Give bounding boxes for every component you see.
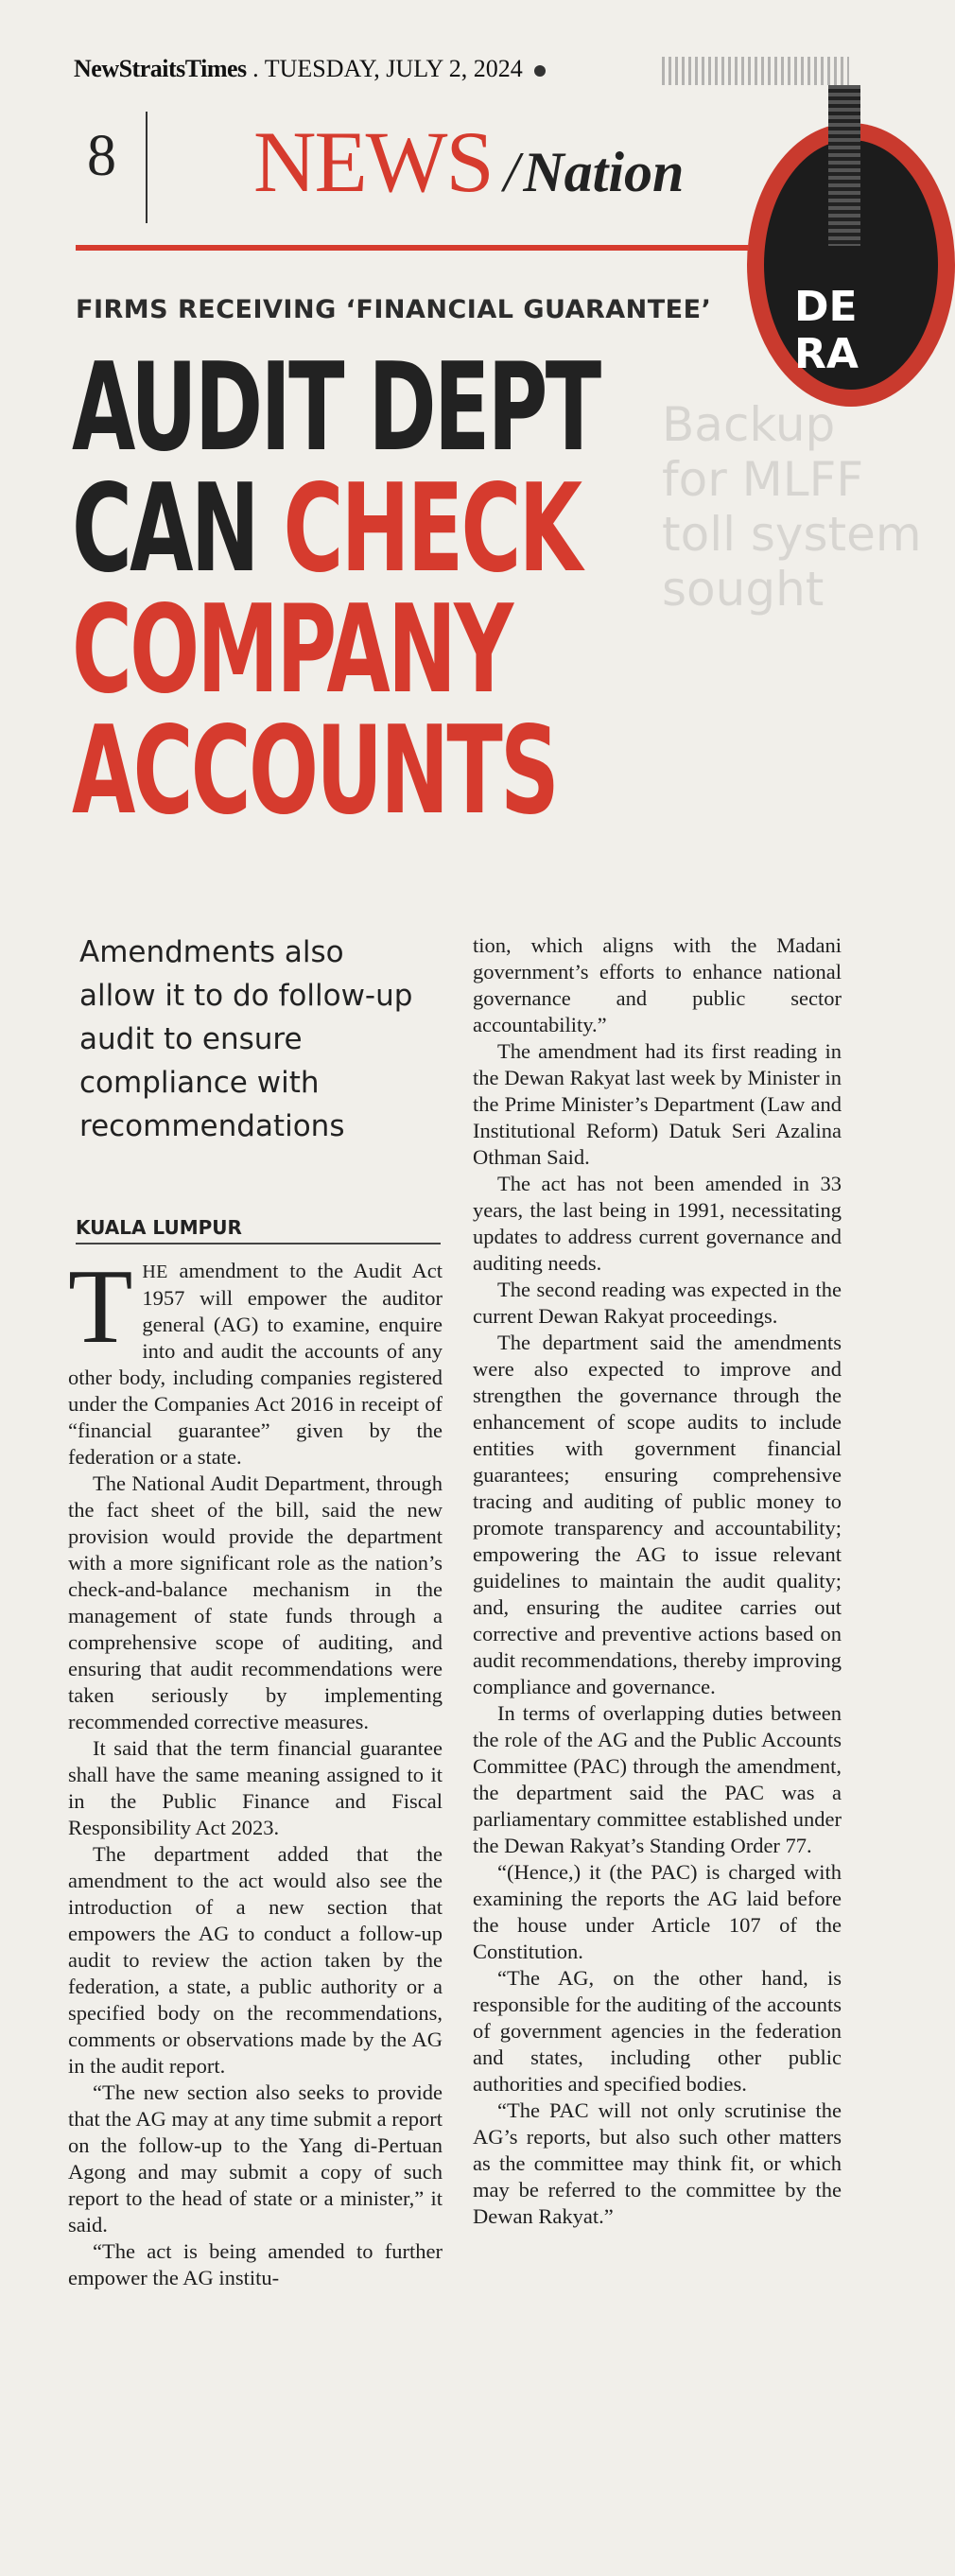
paragraph: tion, which aligns with the Madani government’s efforts to enhance national governance and public sector accountability.” xyxy=(473,933,842,1036)
paragraph: “The PAC will not only scrutinise the AG’s reports, but also such other matters as the committee may think fit, or which may be referred to the committee by the Dewan Rakyat.” xyxy=(473,2098,842,2228)
ghost-headline xyxy=(662,397,922,617)
vertical-divider xyxy=(146,112,148,223)
badge-line1: DE xyxy=(794,283,858,331)
headline-line2-red: CHECK xyxy=(283,459,581,600)
headline-line1: AUDIT DEPT xyxy=(72,338,599,479)
masthead-separator: . xyxy=(252,55,259,82)
paragraph: “The act is being amended to further empower the AG institu- xyxy=(68,2239,443,2289)
paragraph: The department said the amendments were also expected to improve and strengthen the governance through the enhancement of scope audits to include entities with government financial guarantees; ensuring comprehensive tracing and auditing of public money to promote transparency and accountability; empowering the AG to issue relevant guidelines to maintain the audit quality; and, ensuring the auditee carries out corrective and preventive actions based on audit recommendations, thereby improving compliance and governance. xyxy=(473,1331,842,1698)
dateline-rule xyxy=(76,1243,441,1244)
drop-cap: T xyxy=(68,1248,133,1366)
dateline: KUALA LUMPUR xyxy=(76,1216,242,1239)
headline-line2-dark: CAN xyxy=(72,459,284,600)
parliament-tower-icon xyxy=(828,85,860,246)
paragraph: It said that the term financial guarantee shall have the same meaning assigned to it in the Public Finance and Fiscal Responsibility Act 2023. xyxy=(68,1736,443,1839)
section-rule xyxy=(76,245,749,251)
headline-line4: ACCOUNTS xyxy=(72,701,557,842)
bullet-icon xyxy=(534,65,546,77)
paragraph: The amendment had its first reading in the Dewan Rakyat last week by Minister in the Prime Minister’s Department (Law and Institutional Reform) Datuk Seri Azalina Othman Said. xyxy=(473,1039,842,1169)
masthead xyxy=(74,55,546,83)
paragraph: The department added that the amendment to the act would also see the introduction of a new section that empowers the AG to conduct a follow-up audit to review the action taken by the federation, a state, a public authority or a specified body on the recommendations, comments or observations made by the AG in the audit report. xyxy=(68,1842,443,2078)
paper-name: NewStraitsTimes xyxy=(74,55,247,82)
ghost-line: for MLFF xyxy=(662,452,864,507)
dewan-rakyat-badge xyxy=(747,123,955,407)
article-column-1 xyxy=(68,1248,443,2291)
paragraph: The National Audit Department, through the fact sheet of the bill, said the new provision would provide the department with a more significant role as the nation’s check-and-balance mechanism in the management of state funds through a comprehensive scope of auditing, and ensuring that audit recommendations were taken seriously by implementing recommended corrective measures. xyxy=(68,1471,443,1733)
headline xyxy=(72,338,599,842)
ghost-line: toll system xyxy=(662,507,922,562)
section-name: NEWS xyxy=(253,113,493,210)
subsection-name: Nation xyxy=(523,141,685,203)
masthead-date: TUESDAY, JULY 2, 2024 xyxy=(264,55,523,82)
kicker: FIRMS RECEIVING ‘FINANCIAL GUARANTEE’ xyxy=(76,295,712,324)
paragraph: In terms of overlapping duties between the role of the AG and the Public Accounts Committee (PAC) through the amendment, the department said the PAC was a parliamentary committee established under the Dewan Rakyat’s Standing Order 77. xyxy=(473,1701,842,1857)
paragraph: The act has not been amended in 33 years, the last being in 1991, necessitating updates to address current governance and auditing needs. xyxy=(473,1172,842,1275)
paragraph-text: amendment to the Audit Act 1957 will empower the auditor general (AG) to examine, enquire into and audit the accounts of any other body, including companies registered under the Companies Act 2016 in receipt of “financial guarantee” given by the federation or a state. xyxy=(68,1259,443,1469)
paragraph: “(Hence,) it (the PAC) is charged with examining the reports the AG laid before the house under Article 107 of the Constitution. xyxy=(473,1860,842,1963)
badge-line2: RA xyxy=(794,330,859,378)
section-slash: / xyxy=(503,141,520,203)
page-number: 8 xyxy=(87,124,116,188)
paragraph xyxy=(68,1248,443,1471)
decorative-stripe xyxy=(662,57,849,85)
ghost-line: Backup xyxy=(662,397,836,452)
paragraph: The second reading was expected in the current Dewan Rakyat proceedings. xyxy=(473,1278,842,1328)
section-header xyxy=(253,112,684,212)
lead-caps: HE xyxy=(142,1262,168,1282)
ghost-line: sought xyxy=(662,562,825,617)
badge-text xyxy=(794,284,859,378)
article-column-2 xyxy=(473,932,842,2230)
headline-line3: COMPANY xyxy=(72,580,512,721)
paragraph: “The new section also seeks to provide that the AG may at any time submit a report on the follow-up to the Yang di-Pertuan Agong and may submit a copy of such report to the head of state or a minister,” it said. xyxy=(68,2080,443,2237)
paragraph: “The AG, on the other hand, is responsible for the auditing of the accounts of government agencies in the federation and states, including other public authorities and specified bodies. xyxy=(473,1966,842,2096)
standfirst: Amendments also allow it to do follow-up audit to ensure compliance with recommendations xyxy=(79,935,413,1143)
